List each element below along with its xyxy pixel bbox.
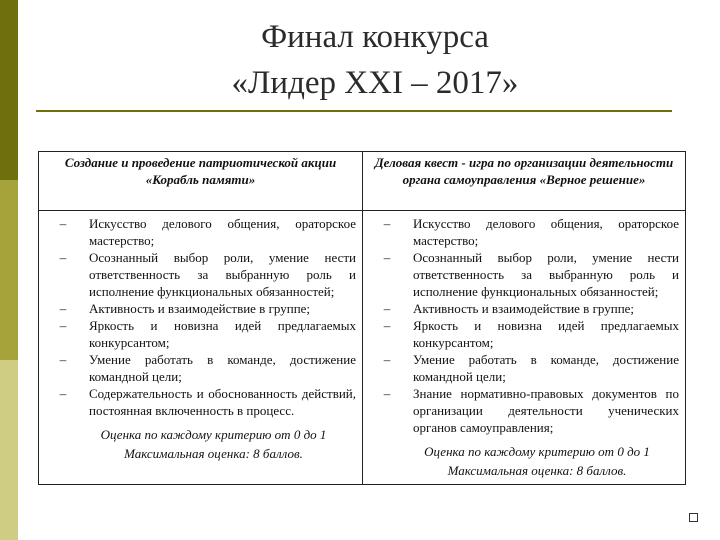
item-text: Осознанный выбор роли, умение нести ответственность за выбранную роль и исполнение функциональных обязанностей; [89,250,356,299]
corner-square-icon [689,513,698,522]
item-text: Знание нормативно-правовых документов по организации деятельности ученических органов самоуправления; [413,386,679,435]
item-text: Искусство делового общения, ораторское мастерство; [413,216,679,248]
item-text: Яркость и новизна идей предлагаемых конкурсантом; [89,318,356,350]
left-score-note [39,419,362,467]
side-band-light [0,360,18,540]
dash-bullet: – [59,318,67,333]
side-band-dark [0,0,18,180]
score-line-2: Максимальная оценка: 8 баллов. [447,463,627,478]
right-score-note [363,436,685,484]
list-item [39,300,356,317]
list-item [363,385,679,436]
list-item [363,351,679,385]
list-item [39,351,356,385]
header-row [39,152,686,211]
item-text: Умение работать в команде, достижение командной цели; [89,352,356,384]
list-item [363,300,679,317]
list-item [39,317,356,351]
item-text: Искусство делового общения, ораторское мастерство; [89,216,356,248]
dash-bullet: – [59,216,67,231]
dash-bullet: – [59,301,67,316]
side-band-mid [0,180,18,360]
slide-title [30,14,720,106]
item-text: Яркость и новизна идей предлагаемых конкурсантом; [413,318,679,350]
score-line-1: Оценка по каждому критерию от 0 до 1 [100,427,327,442]
item-text: Умение работать в команде, достижение командной цели; [413,352,679,384]
title-line-1: Финал конкурса [261,19,489,55]
left-column-heading: Создание и проведение патриотической акции «Корабль памяти» [39,152,363,211]
criteria-table [38,151,686,485]
title-divider [36,110,672,112]
dash-bullet: – [383,216,391,231]
dash-bullet: – [383,318,391,333]
dash-bullet: – [383,250,391,265]
score-line-2: Максимальная оценка: 8 баллов. [124,446,303,461]
dash-bullet: – [59,352,67,367]
left-criteria-list [39,211,362,419]
left-criteria-cell [39,211,363,485]
title-line-2: «Лидер XXI – 2017» [231,65,519,101]
item-text: Осознанный выбор роли, умение нести ответственность за выбранную роль и исполнение функциональных обязанностей; [413,250,679,299]
criteria-row [39,211,686,485]
dash-bullet: – [383,386,391,401]
list-item [39,385,356,419]
list-item [363,317,679,351]
dash-bullet: – [383,352,391,367]
right-column-heading: Деловая квест - игра по организации деятельности органа самоуправления «Верное решение» [363,152,686,211]
item-text: Активность и взаимодействие в группе; [413,301,635,316]
dash-bullet: – [383,301,391,316]
dash-bullet: – [59,386,67,401]
right-criteria-list [363,211,685,436]
item-text: Активность и взаимодействие в группе; [89,301,311,316]
list-item [363,249,679,300]
list-item [39,249,356,300]
item-text: Содержательность и обоснованность действий, постоянная включенность в процесс. [89,386,356,418]
right-criteria-cell [363,211,686,485]
score-line-1: Оценка по каждому критерию от 0 до 1 [424,444,650,459]
dash-bullet: – [59,250,67,265]
list-item [363,215,679,249]
list-item [39,215,356,249]
